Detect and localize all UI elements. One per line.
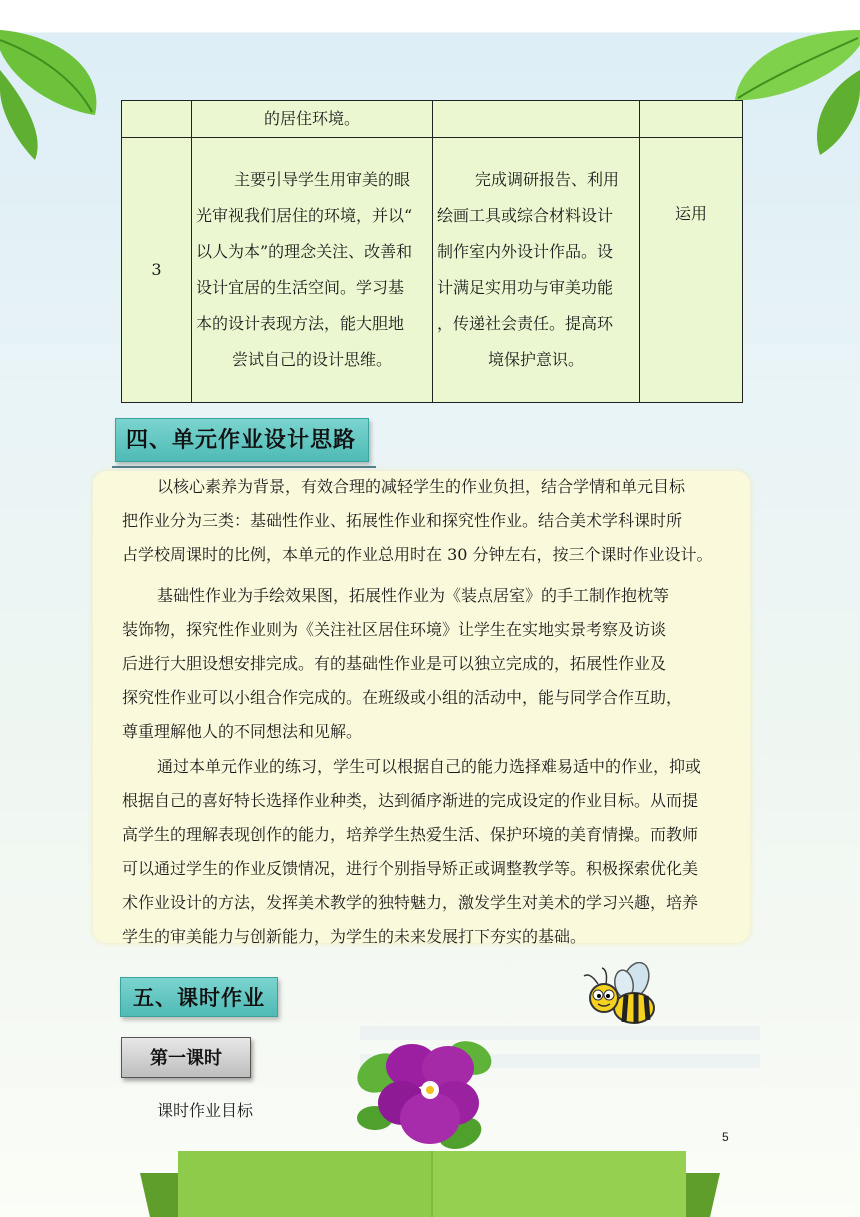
table-row: [122, 138, 743, 403]
method-line: 计满足实用功与审美功能: [437, 278, 614, 297]
pansy-flower-illustration-icon: [350, 1018, 500, 1158]
content-line: 尝试自己的设计思维。: [231, 350, 392, 369]
text-line: 术作业设计的方法，发挥美术教学的独特魅力，激发学生对美术的学习兴趣，培养: [122, 893, 699, 912]
unit-goal-table: [121, 100, 743, 403]
text-line: 装饰物，探究性作业则为《关注社区居住环境》让学生在实地实景考察及访谈: [122, 620, 667, 639]
section4-heading: 四、单元作业设计思路: [115, 418, 369, 462]
table-cell-no: [122, 101, 192, 138]
method-line: 绘画工具或综合材料设计: [437, 206, 614, 225]
content-line: 本的设计表现方法，能大胆地: [196, 314, 405, 333]
content-line: 设计宜居的生活空间。学习基: [196, 278, 405, 297]
method-line: ，传递社会责任。提高环: [437, 314, 614, 333]
table-cell-content: 的居住环境。: [192, 101, 433, 138]
text-line: 高学生的理解表现创作的能力，培养学生热爱生活、保护环境的美育情操。而教师: [122, 825, 699, 844]
table-row: [122, 101, 743, 138]
table-cell-no: 3: [122, 138, 192, 403]
content-line: 以人为本”的理念关注、改善和: [196, 242, 413, 261]
text-line: 占学校周课时的比例，本单元的作业总用时在 30 分钟左右，按三个课时作业设计。: [122, 545, 713, 564]
text-line: 尊重理解他人的不同想法和见解。: [122, 722, 363, 741]
table-cell-level: [640, 101, 743, 138]
section5-heading: 五、课时作业: [120, 977, 278, 1017]
text-line: 探究性作业可以小组合作完成的。在班级或小组的活动中，能与同学合作互助，: [122, 688, 683, 707]
paragraph-2: [122, 579, 738, 749]
content-line: 光审视我们居住的环境，并以“: [196, 206, 413, 225]
table-cell-level: 运用: [640, 138, 743, 403]
table-cell-method: [433, 101, 640, 138]
method-line: 完成调研报告、利用: [475, 170, 620, 189]
leaf-top-right-icon: [730, 30, 860, 160]
lesson-one-label: 第一课时: [121, 1037, 251, 1078]
table-cell-content: [192, 138, 433, 403]
lesson-goal-label: 课时作业目标: [157, 1101, 254, 1120]
content-line: 主要引导学生用审美的眼: [234, 170, 411, 189]
paragraph-1: [122, 470, 738, 572]
paragraph-3: [122, 750, 738, 954]
text-line: 基础性作业为手绘效果图，拓展性作业为《装点居室》的手工制作抱枕等: [157, 586, 670, 605]
text-line: 以核心素养为背景，有效合理的减轻学生的作业负担，结合学情和单元目标: [157, 477, 686, 496]
text-line: 后进行大胆设想安排完成。有的基础性作业是可以独立完成的，拓展性作业及: [122, 654, 667, 673]
method-line: 制作室内外设计作品。设: [437, 242, 614, 261]
method-line: 境保护意识。: [487, 350, 584, 369]
text-line: 根据自己的喜好特长选择作业种类，达到循序渐进的完成设定的作业目标。从而提: [122, 791, 699, 810]
green-ribbon-banner-icon: [0, 1145, 860, 1217]
leaf-top-left-icon: [0, 30, 110, 160]
text-line: 通过本单元作业的练习，学生可以根据自己的能力选择难易适中的作业，抑或: [157, 757, 702, 776]
page-number: 5: [722, 1130, 729, 1144]
heading-underline: [112, 466, 376, 468]
text-line: 学生的审美能力与创新能力，为学生的未来发展打下夯实的基础。: [122, 927, 587, 946]
text-line: 可以通过学生的作业反馈情况，进行个别指导矫正或调整教学等。积极探索优化美: [122, 859, 699, 878]
text-line: 把作业分为三类：基础性作业、拓展性作业和探究性作业。结合美术学科课时所: [122, 511, 683, 530]
table-cell-method: [433, 138, 640, 403]
